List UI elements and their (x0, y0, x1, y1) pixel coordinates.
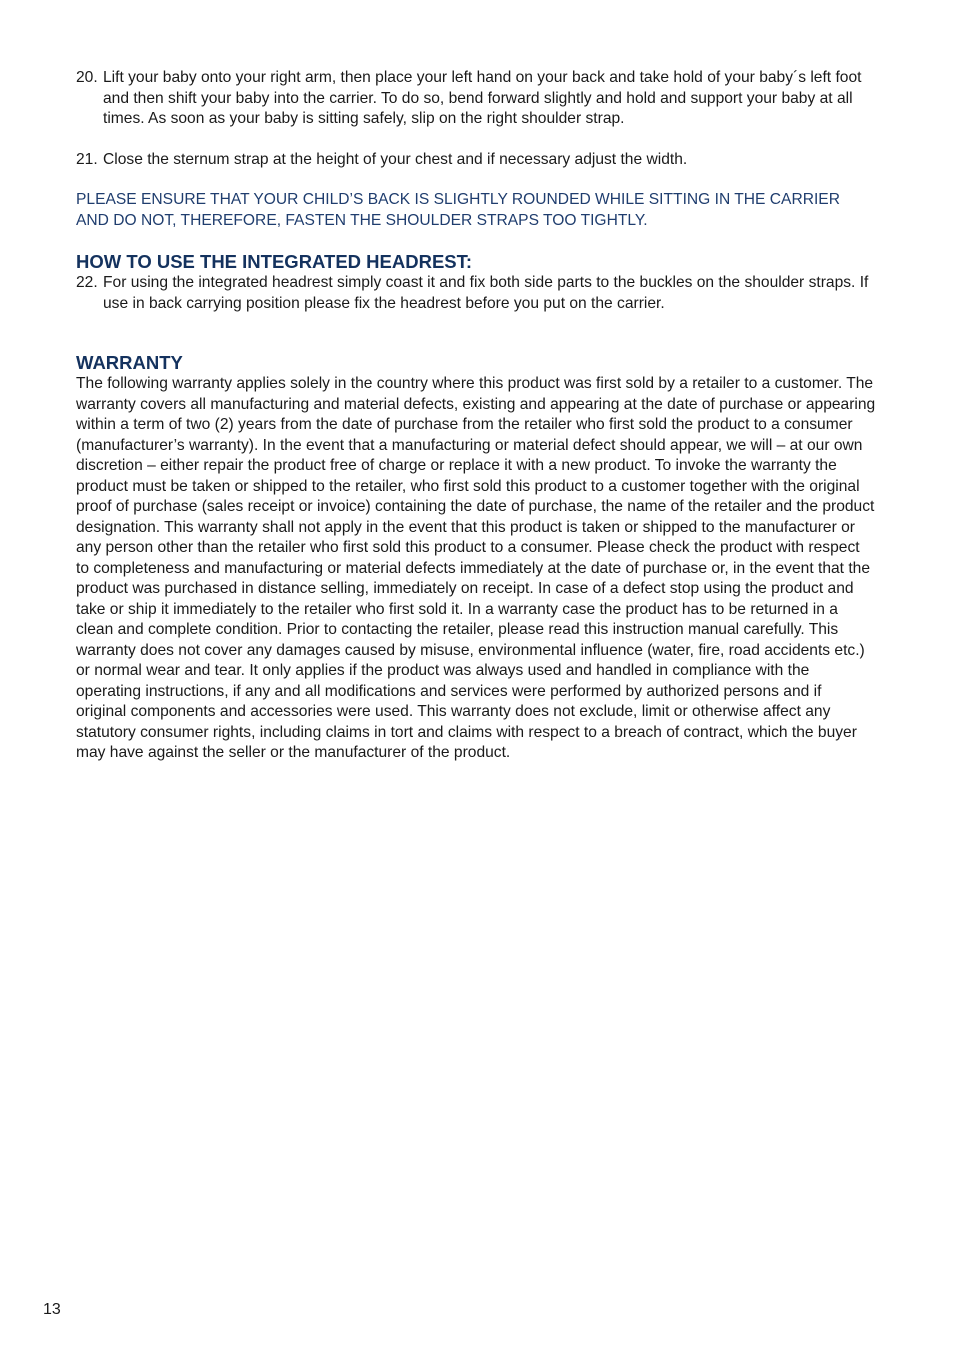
instruction-step-22 (76, 273, 876, 314)
instruction-step-21 (76, 150, 876, 171)
page-number: 13 (43, 1301, 61, 1318)
safety-notice: PLEASE ENSURE THAT YOUR CHILD’S BACK IS SLIGHTLY ROUNDED WHILE SITTING IN THE CARRIER AND DO NOT, THEREFORE, FASTEN THE SHOULDER STRAPS TOO TIGHTLY. (76, 191, 840, 229)
step-text: For using the integrated headrest simply coast it and fix both side parts to the buckles on the shoulder straps. If use in back carrying position please fix the headrest before you put on the carrier. (103, 274, 869, 312)
warranty-text: The following warranty applies solely in the country where this product was first sold by a retailer to a customer. The warranty covers all manufacturing and material defects, existing and appearing at the date of purchase or appearing within a term of two (2) years from the date of purchase from the retailer who first sold the product to a consumer (manufacturer’s warranty). In the event that a manufacturing or material defect should appear, we will – at our own discretion – either repair the product free of charge or replace it with a new product. To invoke the warranty the product must be taken or shipped to the retailer, who first sold this product to a customer together with the original proof of purchase (sales receipt or invoice) containing the date of purchase, the name of the retailer and the product designation. This warranty shall not apply in the event that this product is taken or shipped to the manufacturer or any person other than the retailer who first sold this product to a consumer. Please check the product with respect to completeness and manufacturing or material defects immediately at the date of purchase or, in the event that the product was purchased in distance selling, immediately on receipt. In case of a defect stop using the product and take or ship it immediately to the retailer who first sold it. In a warranty case the product has to be returned in a clean and complete condition. Prior to contacting the retailer, please read this instruction manual carefully. This warranty does not cover any damages caused by misuse, environmental influence (water, fire, road accidents etc.) or normal wear and tear. It only applies if the product was always used and handled in compliance with the operating instructions, if any and all modifications and services were performed by authorized persons and if original components and accessories were used. This warranty does not exclude, limit or otherwise affect any statutory consumer rights, including claims in tort and claims with respect to a breach of contract, which the buyer may have against the seller or the manufacturer of the product. (76, 375, 876, 761)
step-text: Close the sternum strap at the height of your chest and if necessary adjust the width. (103, 150, 688, 168)
spacer (76, 130, 876, 150)
spacer (76, 314, 876, 352)
step-number: 22. (76, 274, 98, 291)
headrest-heading: HOW TO USE THE INTEGRATED HEADREST: (76, 251, 473, 272)
manual-page-content (76, 68, 876, 764)
spacer (76, 170, 876, 190)
warranty-heading: WARRANTY (76, 352, 183, 373)
instruction-step-20 (76, 68, 876, 130)
step-number: 20. (76, 69, 98, 86)
step-text: Lift your baby onto your right arm, then place your left hand on your back and take hold of your baby´s left foot and then shift your baby into the carrier. To do so, bend forward slightly and hold and support your baby at all times. As soon as your baby is sitting safely, slip on the right shoulder strap. (103, 69, 862, 127)
spacer (76, 231, 876, 251)
step-number: 21. (76, 150, 98, 168)
